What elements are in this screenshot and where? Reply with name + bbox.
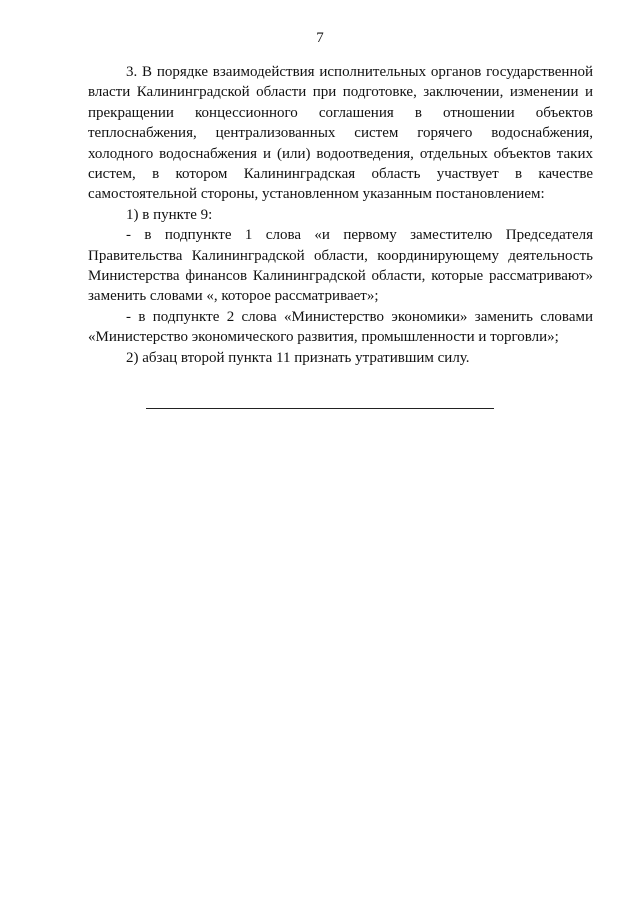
paragraph-dash-1: - в подпункте 1 слова «и первому заместителю Председателя Правительства Калининградской области, координирующему деятельность Министерства финансов Калининградской области, которые рассматривают» заменить словами «, которое рассматривает»; [88, 227, 593, 305]
document-body [88, 62, 593, 368]
end-of-text-separator-line [146, 408, 494, 409]
paragraph-item-3: 3. В порядке взаимодействия исполнительных органов государственной власти Калининградской области при подготовке, заключении, изменении и прекращении концессионного соглашения в отношении объектов теплоснабжения, централизованных систем горячего водоснабжения, холодного водоснабжения и (или) водоотведения, отдельных объектов таких систем, в котором Калининградская область участвует в качестве самостоятельной стороны, установленном указанным постановлением: [88, 64, 593, 203]
page-number: 7 [316, 30, 324, 46]
paragraph-dash-2: - в подпункте 2 слова «Министерство экономики» заменить словами «Министерство экономического развития, промышленности и торговли»; [88, 308, 593, 346]
paragraph-subitem-2: 2) абзац второй пункта 11 признать утратившим силу. [126, 349, 470, 366]
paragraph-subitem-1: 1) в пункте 9: [126, 206, 213, 223]
